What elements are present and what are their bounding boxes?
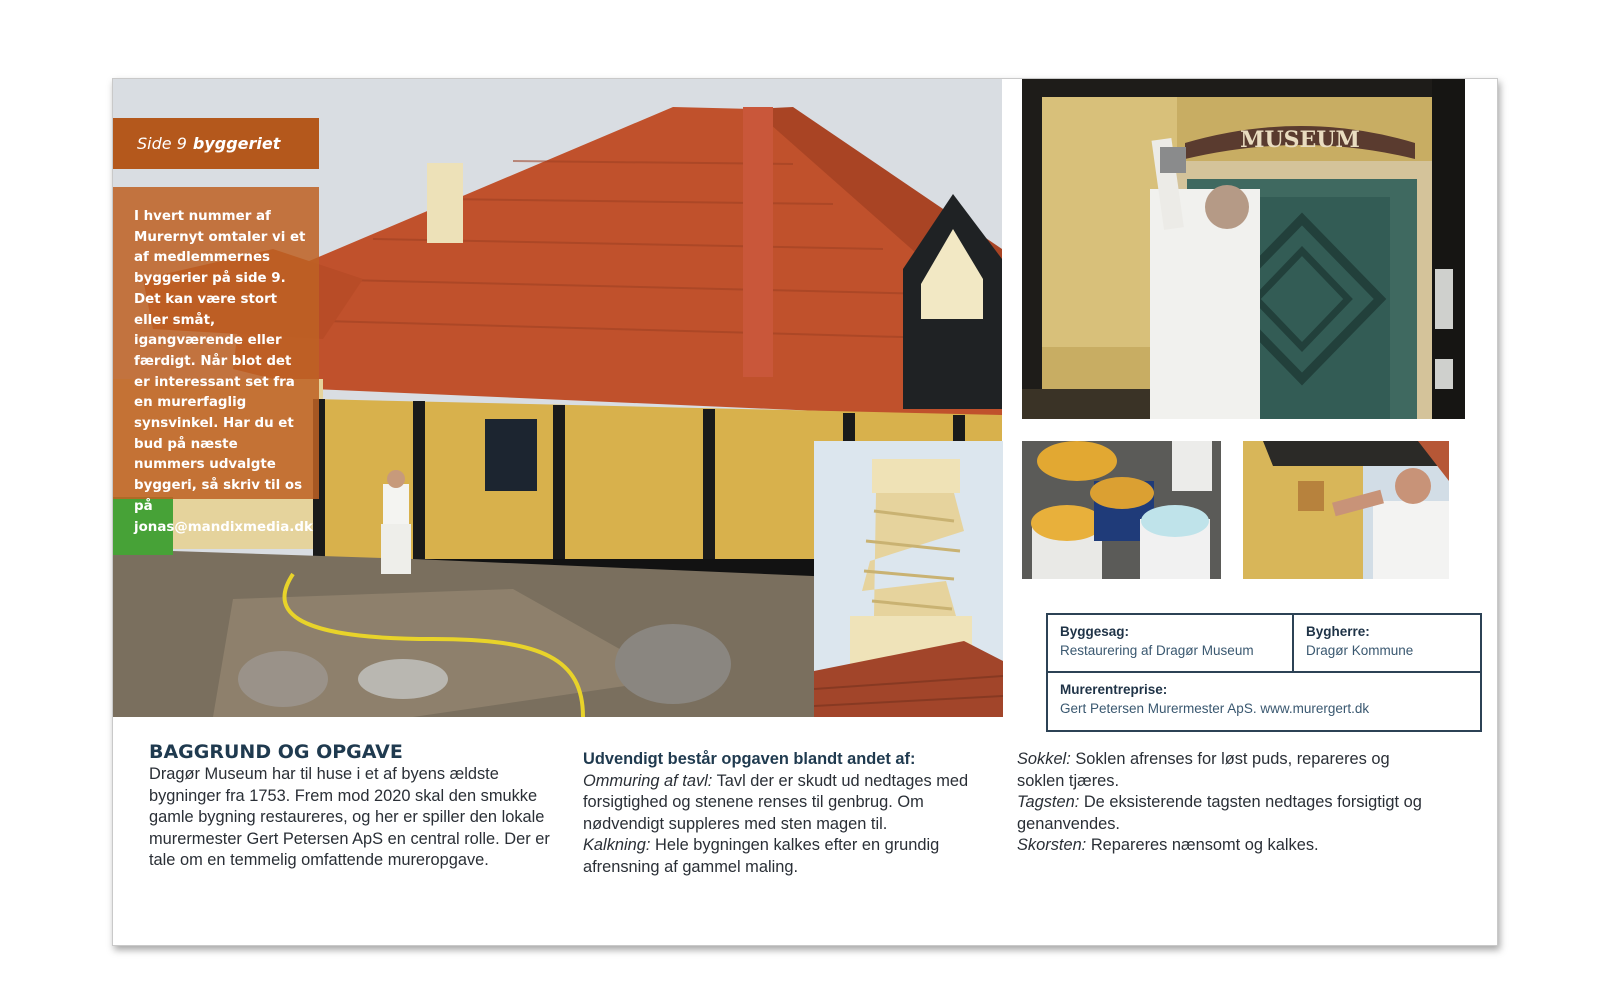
byggesag-label: Byggesag: — [1060, 624, 1130, 639]
task-text: Tavl der er skudt ud nedtages med forsigtighed og stenene renses til genbrug. Om nødvendigt suppleres med sten magen til. — [583, 771, 969, 833]
task-text: Soklen afrenses for løst puds, repareres og soklen tjæres. — [1017, 750, 1390, 790]
murerentreprise-cell — [1048, 673, 1480, 730]
bygherre-label: Bygherre: — [1306, 624, 1370, 639]
task-term: Sokkel: — [1017, 750, 1071, 768]
byggesag-value: Restaurering af Dragør Museum — [1060, 643, 1254, 658]
project-info-table — [1046, 613, 1482, 732]
bygherre-cell — [1294, 615, 1480, 673]
section-tab-label: byggeriet — [192, 134, 281, 153]
article-heading: BAGGRUND OG OPGAVE — [149, 741, 403, 763]
task-item — [1017, 749, 1437, 792]
article-body-1: Dragør Museum har til huse i et af byens ældste bygninger fra 1753. Frem mod 2020 skal den smukke gamle bygning restaureres, og her er spiller den lokale murermester Gert Petersen ApS en central rolle. Der er tale om en temmelig omfattende mureropgave. — [149, 765, 550, 869]
task-term: Kalkning: — [583, 836, 651, 854]
byggesag-cell — [1048, 615, 1294, 673]
task-item — [1017, 792, 1437, 835]
museum-door-photo — [1022, 79, 1465, 419]
section-tab-prefix: Side 9 — [137, 134, 187, 153]
intro-text: I hvert nummer af Murernyt omtaler vi et af medlemmernes byggerier på side 9. Det kan være stort eller småt, igangværende eller færdigt. Når blot det er interessant set fra en murerfaglig synsvinkel. Har du et bud på næste nummers udvalgte byggeri, så skriv til os på jonas@mandixmedia.dk — [113, 187, 319, 499]
task-item — [583, 771, 1003, 836]
task-text: Repareres nænsomt og kalkes. — [1090, 836, 1319, 854]
paint-buckets-photo — [1022, 441, 1221, 579]
task-item — [1017, 835, 1437, 857]
section-tab — [113, 118, 319, 169]
article-column-1 — [149, 740, 569, 872]
task-term: Skorsten: — [1017, 836, 1087, 854]
chimney-photo — [814, 441, 1003, 717]
bygherre-value: Dragør Kommune — [1306, 643, 1414, 658]
task-term: Ommuring af tavl: — [583, 771, 713, 790]
task-item — [583, 835, 1003, 878]
tasks-heading: Udvendigt består opgaven blandt andet af: — [583, 750, 916, 768]
magazine-page — [112, 78, 1498, 946]
task-text: De eksisterende tagsten nedtages forsigtigt og genanvendes. — [1017, 793, 1422, 833]
murerentreprise-label: Murerentreprise: — [1060, 682, 1168, 697]
worker-brushing-photo — [1243, 441, 1449, 579]
museum-sign-text: MUSEUM — [1240, 127, 1360, 153]
task-term: Tagsten: — [1017, 793, 1080, 811]
article-column-2 — [583, 749, 1003, 878]
task-text: Hele bygningen kalkes efter en grundig afrensning af gammel maling. — [583, 836, 940, 876]
murerentreprise-value: Gert Petersen Murermester ApS. www.murergert.dk — [1060, 701, 1370, 716]
article-column-3 — [1017, 749, 1437, 857]
